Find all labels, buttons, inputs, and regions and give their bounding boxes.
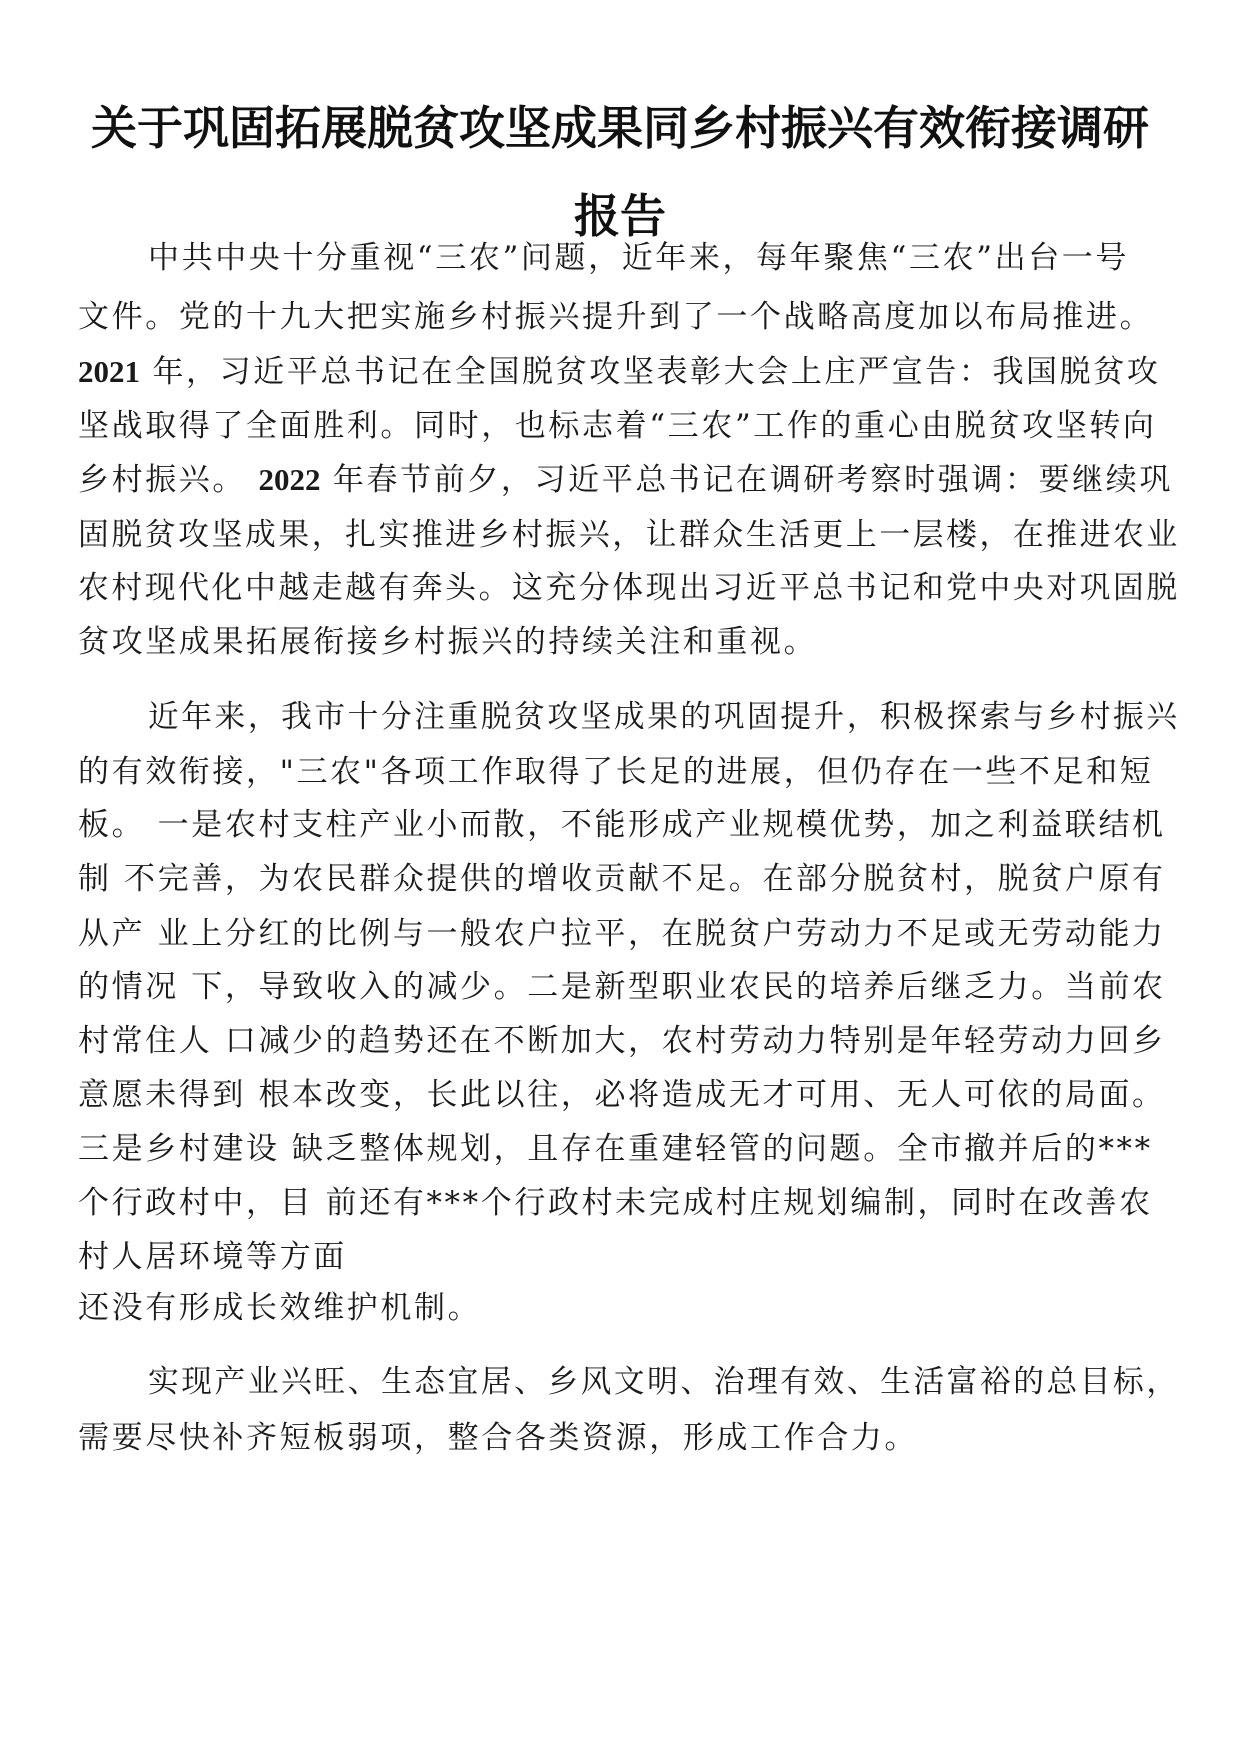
paragraph-3-line-2: 需要尽快补齐短板弱项，整合各类资源，形成工作合力。 [78,1420,918,1456]
paragraph-1-line-5 [78,460,1173,500]
document-title-line-1: 关于巩固拓展脱贫攻坚成果同乡村振兴有效衔接调研 [91,101,1149,155]
paragraph-1-line-5-text: 年春节前夕，习近平总书记在调研考察时强调：要继续巩 [320,462,1173,498]
year-2022: 2022 [258,462,321,497]
paragraph-2-line-4: 制 不完善，为农民群众提供的增收贡献不足。在部分脱贫村，脱贫户原有 [78,861,1166,897]
year-2021: 2021 [78,354,140,389]
paragraph-2-line-6: 的情况 下，导致收入的减少。二是新型职业农民的培养后继乏力。当前农 [78,969,1166,1005]
paragraph-2-line-9: 三是乡村建设 缺乏整体规划，且存在重建轻管的问题。全市撤并后的*** [78,1131,1153,1167]
paragraph-1-line-2: 文件。党的十九大把实施乡村振兴提升到了一个战略高度加以布局推进。 [78,299,1154,335]
paragraph-2-line-2: 的有效衔接，"三农"各项工作取得了长足的进展，但仍存在一些不足和短 [78,754,1154,790]
paragraph-3-line-1: 实现产业兴旺、生态宜居、乡风文明、治理有效、生活富裕的总目标， [148,1364,1180,1400]
document-title-line-2: 报告 [574,189,666,243]
paragraph-2-line-1: 近年来，我市十分注重脱贫攻坚成果的巩固提升，积极探索与乡村振兴 [148,699,1180,735]
paragraph-2-line-5: 从产 业上分红的比例与一般农户拉平，在脱贫户劳动力不足或无劳动能力 [78,916,1166,952]
paragraph-2-line-8: 意愿未得到 根本改变，长此以往，必将造成无才可用、无人可依的局面。 [78,1077,1166,1113]
paragraph-2-line-10: 个行政村中，目 前还有***个行政村未完成村庄规划编制，同时在改善农 [78,1185,1153,1221]
paragraph-1-line-4: 坚战取得了全面胜利。同时，也标志着“三农”工作的重心由脱贫攻坚转向 [78,408,1157,444]
paragraph-1-line-3-text: 年，习近平总书记在全国脱贫攻坚表彰大会上庄严宣告：我国脱贫攻 [140,354,1161,390]
paragraph-2-line-3: 板。 一是农村支柱产业小而散，不能形成产业规模优势，加之利益联结机 [78,807,1166,843]
paragraph-1-line-7: 农村现代化中越走越有奔头。这充分体现出习近平总书记和党中央对巩固脱 [78,570,1180,606]
paragraph-2-line-11: 村人居环境等方面 [78,1239,347,1275]
paragraph-1-line-3 [78,352,1160,392]
paragraph-1-line-6: 固脱贫攻坚成果，扎实推进乡村振兴，让群众生活更上一层楼，在推进农业 [78,517,1180,553]
paragraph-2-line-12: 还没有形成长效维护机制。 [78,1290,482,1326]
paragraph-1-line-8: 贫攻坚成果拓展衔接乡村振兴的持续关注和重视。 [78,624,818,660]
paragraph-1-line-1: 中共中央十分重视“三农”问题，近年来，每年聚焦“三农”出台一号 [148,240,1129,276]
paragraph-1-line-5-pre: 乡村振兴。 [78,462,259,498]
paragraph-2-line-7: 村常住人 口减少的趋势还在不断加大，农村劳动力特别是年轻劳动力回乡 [78,1023,1166,1059]
